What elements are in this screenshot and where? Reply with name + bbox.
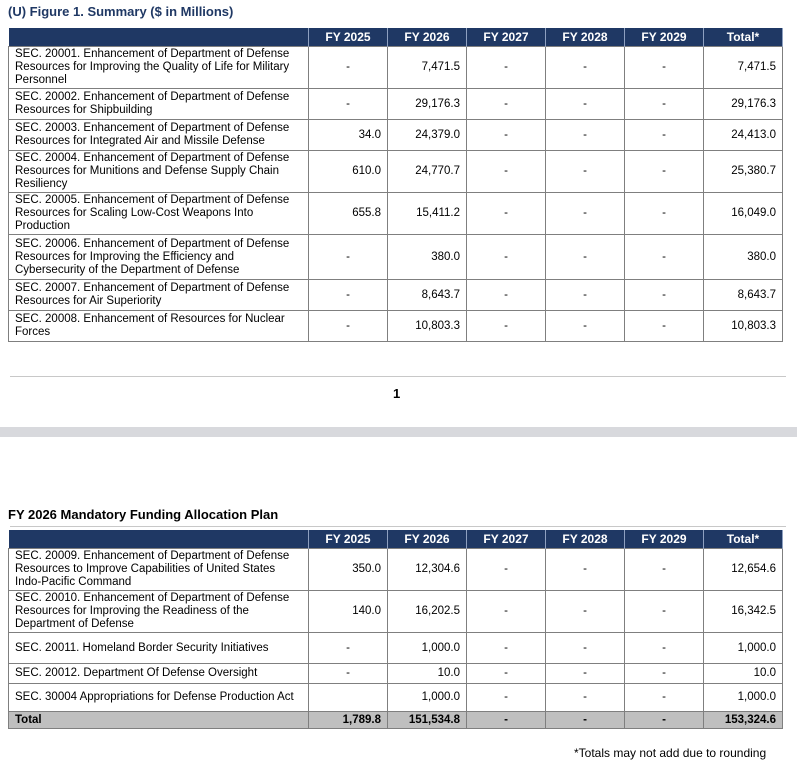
- cell-fy2026: 29,176.3: [388, 89, 467, 120]
- header-blank: [9, 530, 309, 549]
- table-row: [9, 549, 783, 591]
- row-label: SEC. 20008. Enhancement of Resources for Nuclear Forces: [9, 311, 309, 342]
- cell-fy2026: 12,304.6: [388, 549, 467, 591]
- page-break-band: [0, 427, 797, 437]
- cell-fy2027: -: [467, 47, 546, 89]
- cell-fy2028: -: [546, 311, 625, 342]
- cell-fy2027: -: [467, 151, 546, 193]
- header-fy2029: FY 2029: [625, 28, 704, 47]
- row-label: SEC. 20007. Enhancement of Department of Defense Resources for Air Superiority: [9, 280, 309, 311]
- row-label: SEC. 20004. Enhancement of Department of Defense Resources for Munitions and Defense Supply Chain Resiliency: [9, 151, 309, 193]
- table-row: [9, 280, 783, 311]
- cell-fy2029: -: [625, 591, 704, 633]
- cell-total: 1,000.0: [704, 684, 783, 712]
- cell-fy2027: -: [467, 89, 546, 120]
- cell-fy2025: -: [309, 311, 388, 342]
- cell-fy2025: [309, 684, 388, 712]
- row-label: SEC. 20001. Enhancement of Department of Defense Resources for Improving the Quality of Life for Military Personnel: [9, 47, 309, 89]
- cell-fy2029: -: [625, 89, 704, 120]
- cell-fy2028: -: [546, 151, 625, 193]
- cell-fy2028: -: [546, 684, 625, 712]
- cell-fy2028: -: [546, 120, 625, 151]
- page-number: 1: [393, 386, 401, 401]
- cell-fy2028: -: [546, 47, 625, 89]
- cell-fy2029: -: [625, 664, 704, 684]
- cell-fy2026: 380.0: [388, 235, 467, 280]
- cell-fy2027: -: [467, 684, 546, 712]
- cell-total: 10.0: [704, 664, 783, 684]
- cell-fy2027: -: [467, 633, 546, 664]
- header-fy2026: FY 2026: [388, 530, 467, 549]
- cell-fy2028: -: [546, 664, 625, 684]
- cell-fy2025: -: [309, 633, 388, 664]
- cell-fy2025: 350.0: [309, 549, 388, 591]
- cell-fy2027: -: [467, 120, 546, 151]
- header-blank: [9, 28, 309, 47]
- row-label: SEC. 20003. Enhancement of Department of Defense Resources for Integrated Air and Missile Defense: [9, 120, 309, 151]
- cell-fy2028: -: [546, 89, 625, 120]
- table-row: [9, 235, 783, 280]
- cell-total: 16,342.5: [704, 591, 783, 633]
- row-label: SEC. 20002. Enhancement of Department of Defense Resources for Shipbuilding: [9, 89, 309, 120]
- cell-fy2028: -: [546, 549, 625, 591]
- cell-fy2025: -: [309, 280, 388, 311]
- cell-fy2026: 1,000.0: [388, 684, 467, 712]
- cell-total: 12,654.6: [704, 549, 783, 591]
- cell-fy2026: 1,000.0: [388, 633, 467, 664]
- header-total: Total*: [704, 530, 783, 549]
- cell-fy2025: -: [309, 47, 388, 89]
- cell-fy2029: -: [625, 311, 704, 342]
- row-label: SEC. 20010. Enhancement of Department of Defense Resources for Improving the Readiness of the Department of Defense: [9, 591, 309, 633]
- cell-fy2026: 10,803.3: [388, 311, 467, 342]
- row-label: SEC. 20006. Enhancement of Department of Defense Resources for Improving the Efficiency and Cybersecurity of the Department of Defense: [9, 235, 309, 280]
- table-row: [9, 151, 783, 193]
- cell-fy2027: -: [467, 311, 546, 342]
- cell-fy2025: 655.8: [309, 193, 388, 235]
- table-row: [9, 633, 783, 664]
- cell-fy2029: -: [625, 151, 704, 193]
- header-fy2028: FY 2028: [546, 28, 625, 47]
- total-total: 153,324.6: [704, 712, 783, 729]
- cell-total: 24,413.0: [704, 120, 783, 151]
- cell-fy2029: -: [625, 684, 704, 712]
- row-label: SEC. 20011. Homeland Border Security Initiatives: [9, 633, 309, 664]
- cell-fy2028: -: [546, 280, 625, 311]
- cell-fy2029: -: [625, 193, 704, 235]
- table-row: [9, 311, 783, 342]
- cell-fy2029: -: [625, 235, 704, 280]
- header-total: Total*: [704, 28, 783, 47]
- plan-title-divider: [10, 526, 786, 527]
- table-row: [9, 591, 783, 633]
- page-divider: [10, 376, 786, 377]
- cell-total: 1,000.0: [704, 633, 783, 664]
- table-row: [9, 684, 783, 712]
- cell-fy2027: -: [467, 664, 546, 684]
- cell-fy2028: -: [546, 591, 625, 633]
- plan-header-row: [9, 530, 783, 549]
- cell-total: 380.0: [704, 235, 783, 280]
- cell-fy2025: 610.0: [309, 151, 388, 193]
- cell-fy2028: -: [546, 633, 625, 664]
- table-row: [9, 89, 783, 120]
- cell-fy2026: 24,770.7: [388, 151, 467, 193]
- total-fy2026: 151,534.8: [388, 712, 467, 729]
- cell-fy2029: -: [625, 47, 704, 89]
- cell-fy2026: 24,379.0: [388, 120, 467, 151]
- cell-fy2028: -: [546, 235, 625, 280]
- cell-total: 7,471.5: [704, 47, 783, 89]
- cell-fy2025: -: [309, 235, 388, 280]
- header-fy2027: FY 2027: [467, 28, 546, 47]
- cell-fy2027: -: [467, 591, 546, 633]
- figure-title: (U) Figure 1. Summary ($ in Millions): [8, 4, 234, 19]
- table-row: [9, 193, 783, 235]
- cell-fy2027: -: [467, 235, 546, 280]
- header-fy2027: FY 2027: [467, 530, 546, 549]
- cell-total: 25,380.7: [704, 151, 783, 193]
- row-label: SEC. 30004 Appropriations for Defense Production Act: [9, 684, 309, 712]
- rounding-footnote: *Totals may not add due to rounding: [574, 746, 767, 760]
- cell-fy2029: -: [625, 633, 704, 664]
- cell-fy2029: -: [625, 549, 704, 591]
- cell-total: 8,643.7: [704, 280, 783, 311]
- cell-fy2027: -: [467, 193, 546, 235]
- cell-fy2025: 140.0: [309, 591, 388, 633]
- cell-fy2025: -: [309, 664, 388, 684]
- cell-fy2027: -: [467, 280, 546, 311]
- header-fy2025: FY 2025: [309, 28, 388, 47]
- row-label: SEC. 20005. Enhancement of Department of Defense Resources for Scaling Low-Cost Weapons Into Production: [9, 193, 309, 235]
- cell-fy2026: 10.0: [388, 664, 467, 684]
- table-row: [9, 120, 783, 151]
- cell-fy2028: -: [546, 193, 625, 235]
- plan-title: FY 2026 Mandatory Funding Allocation Plan: [8, 507, 279, 522]
- cell-fy2026: 8,643.7: [388, 280, 467, 311]
- cell-fy2025: 34.0: [309, 120, 388, 151]
- cell-total: 16,049.0: [704, 193, 783, 235]
- table-row: [9, 664, 783, 684]
- total-label: Total: [9, 712, 309, 729]
- cell-total: 29,176.3: [704, 89, 783, 120]
- table-row: [9, 47, 783, 89]
- total-fy2025: 1,789.8: [309, 712, 388, 729]
- total-row: [9, 712, 783, 729]
- cell-total: 10,803.3: [704, 311, 783, 342]
- cell-fy2026: 7,471.5: [388, 47, 467, 89]
- plan-table: [8, 530, 783, 729]
- row-label: SEC. 20009. Enhancement of Department of Defense Resources to Improve Capabilities of United States Indo-Pacific Command: [9, 549, 309, 591]
- cell-fy2025: -: [309, 89, 388, 120]
- header-fy2029: FY 2029: [625, 530, 704, 549]
- cell-fy2026: 16,202.5: [388, 591, 467, 633]
- header-fy2028: FY 2028: [546, 530, 625, 549]
- total-fy2027: -: [467, 712, 546, 729]
- summary-table: [8, 28, 783, 342]
- cell-fy2027: -: [467, 549, 546, 591]
- cell-fy2029: -: [625, 120, 704, 151]
- summary-header-row: [9, 28, 783, 47]
- row-label: SEC. 20012. Department Of Defense Oversight: [9, 664, 309, 684]
- cell-fy2029: -: [625, 280, 704, 311]
- header-fy2025: FY 2025: [309, 530, 388, 549]
- total-fy2028: -: [546, 712, 625, 729]
- header-fy2026: FY 2026: [388, 28, 467, 47]
- cell-fy2026: 15,411.2: [388, 193, 467, 235]
- total-fy2029: -: [625, 712, 704, 729]
